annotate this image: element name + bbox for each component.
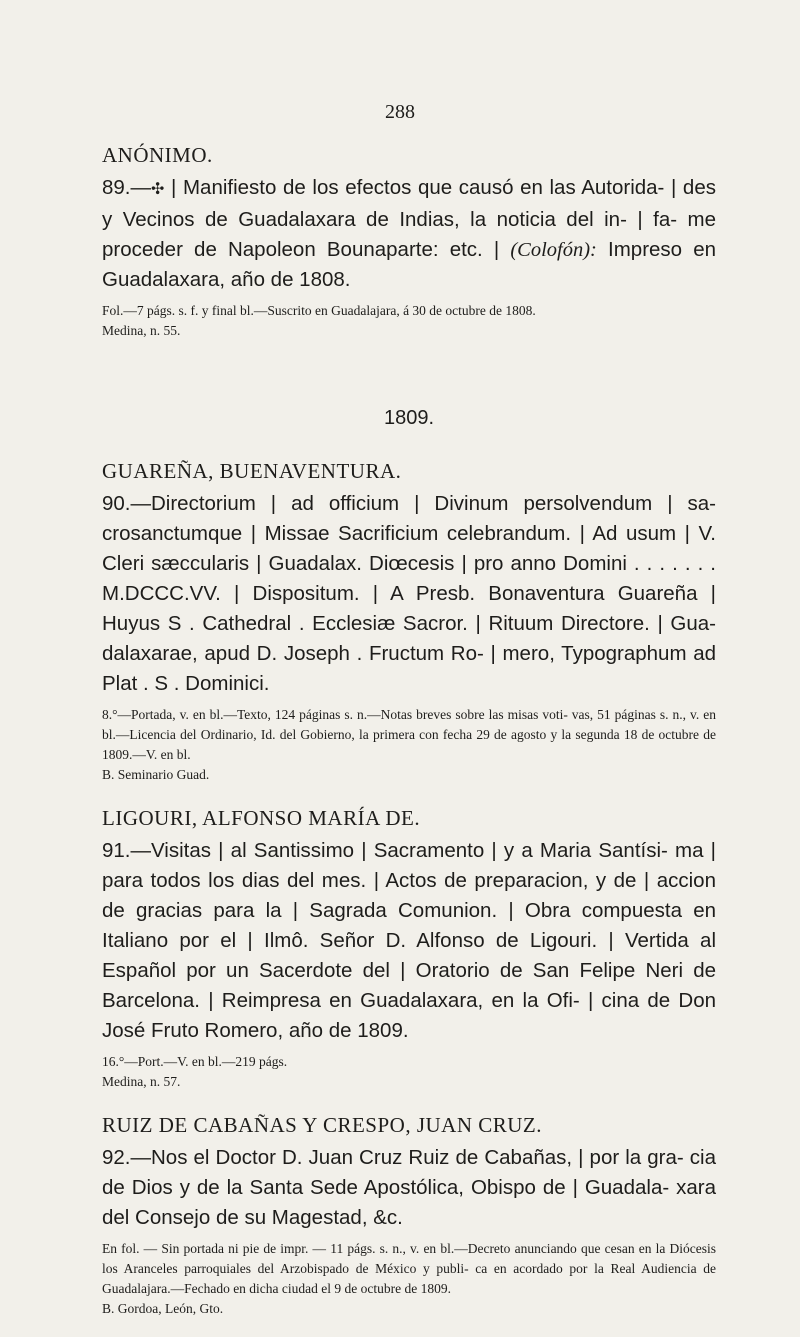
entry-body xyxy=(102,489,716,699)
entry-reference: B. Seminario Guad. xyxy=(102,767,210,782)
year-heading: 1809. xyxy=(383,407,435,429)
entry-body xyxy=(102,1143,716,1233)
entry-title: | Manifiesto de los efectos que causó en las Autorida- | des y Vecinos de Guadalaxara de Indias, la noticia del in- | fa- me proceder de Napoleon Bounaparte: etc. | xyxy=(102,176,716,261)
entry-title: Directorium | ad officium | Divinum persolvendum | sa- crosanctumque | Missae Sacrificium celebrandum. | Ad usum | V. Cleri sæccularis | Guadalax. Diœcesis | pro anno Domini . . . . . . . M.DCCC.VV. | Dispositum. | A Presb. Bonaventura Guareña | Huyus S . Cathedral . Ecclesiæ Sacror. | Rituum Directore. | Gua- dalaxarae, apud D. Joseph . Fructum Ro- | mero, Typographum ad Plat . S . Dominici. xyxy=(102,492,716,695)
entry-imprint: Impreso en Guadalaxara, año de 1808. xyxy=(102,238,717,291)
page-number: 288 xyxy=(385,101,415,123)
entry-number: 89.— xyxy=(102,176,151,199)
entry-title: Visitas | al Santissimo | Sacramento | y a Maria Santísi- ma | para todos los dias del mes. | Actos de preparacion, y de | accion de gracias para la | Sagrada Comunion. | Obra compuesta en Italiano por el | Ilmô. Señor D. Alfonso de Ligouri. | Vertida al Español por un Sacerdote del | Oratorio de San Felipe Neri de Barcelona. | Reimpresa en Guadalaxara, en la Ofi- | cina de Don José Fruto Romero, año de 1809. xyxy=(102,839,716,1042)
entry-note: 8.°—Portada, v. en bl.—Texto, 124 páginas s. n.—Notas breves sobre las misas voti- vas, 51 páginas s. n., v. en bl.—Licencia del Ordinario, Id. del Gobierno, la primera con fecha 29 de agosto y la segunda 18 de octubre de 1809.—V. en bl. xyxy=(102,707,716,762)
entry-90 xyxy=(102,456,716,785)
author-heading: LIGOURI, ALFONSO MARÍA DE. xyxy=(102,806,421,830)
author-heading: RUIZ DE CABAÑAS Y CRESPO, JUAN CRUZ. xyxy=(102,1113,542,1137)
entry-reference: Medina, n. 55. xyxy=(102,323,181,338)
ornament-icon: ✣ xyxy=(151,181,165,198)
author-heading: ANÓNIMO. xyxy=(102,143,213,167)
entry-reference: Medina, n. 57. xyxy=(102,1074,181,1089)
entry-title: Nos el Doctor D. Juan Cruz Ruiz de Cabañas, | por la gra- cia de Dios y de la Santa Sede Apostólica, Obispo de | Guadala- xara del Consejo de su Magestad, &c. xyxy=(102,1146,716,1229)
entry-89 xyxy=(102,140,716,341)
page-content xyxy=(102,140,716,1337)
entry-reference: B. Gordoa, León, Gto. xyxy=(102,1301,224,1316)
colofon-label: (Colofón): xyxy=(510,239,597,261)
entry-number: 91.— xyxy=(102,839,151,862)
entry-92 xyxy=(102,1110,716,1319)
author-heading: GUAREÑA, BUENAVENTURA. xyxy=(102,459,402,483)
entry-note: 16.°—Port.—V. en bl.—219 págs. xyxy=(102,1054,288,1069)
entry-body xyxy=(102,836,716,1046)
entry-note: Fol.—7 págs. s. f. y final bl.—Suscrito en Guadalajara, á 30 de octubre de 1808. xyxy=(102,303,536,318)
entry-body xyxy=(102,173,716,295)
entry-note: En fol. — Sin portada ni pie de impr. — 11 págs. s. n., v. en bl.—Decreto anunciando que cesan en la Diócesis los Aranceles parroquiales del Arzobispado de México y publi- ca en acordado por la Real Audiencia de Guadalajara.—Fechado en dicha ciudad el 9 de octubre de 1809. xyxy=(102,1241,716,1296)
entry-91 xyxy=(102,803,716,1092)
entry-number: 92.— xyxy=(102,1146,151,1169)
entry-number: 90.— xyxy=(102,492,151,515)
